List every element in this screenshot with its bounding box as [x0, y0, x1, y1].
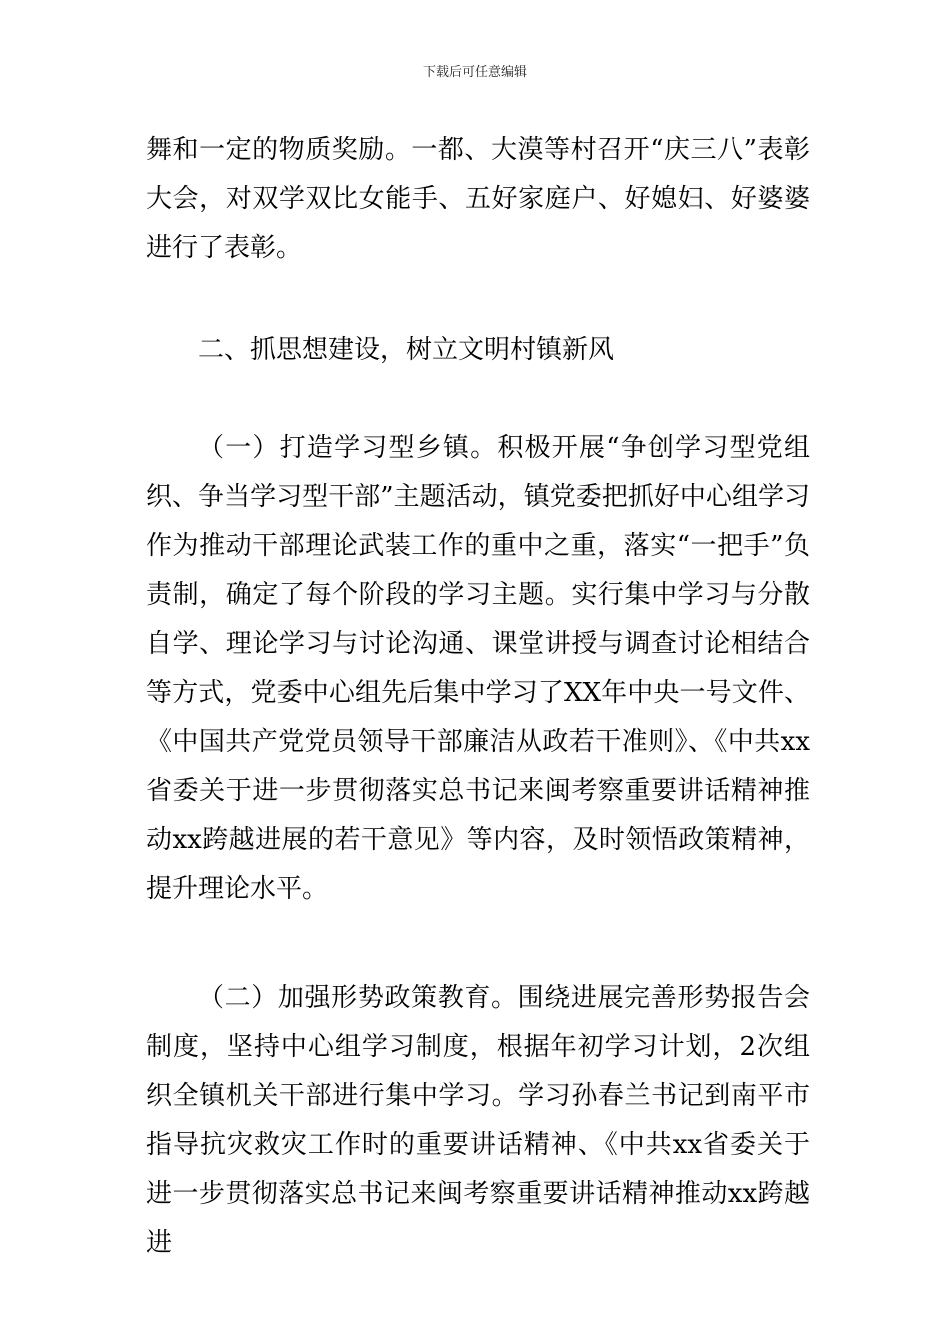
paragraph-learning-town: （一）打造学习型乡镇。积极开展“争创学习型党组织、争当学习型干部”主题活动，镇党委把抓好中心组学习作为推动干部理论武装工作的重中之重，落实“一把手”负责制，确定了每个阶段的学习主题。实行集中学习与分散自学、理论学习与讨论沟通、课堂讲授与调查讨论相结合等方式，党委中心组先后集中学习了XX年中央一号文件、《中国共产党党员领导干部廉洁从政若干准则》、《中共xx省委关于进一步贯彻落实总书记来闽考察重要讲话精神推动xx跨越进展的若干意见》等内容，及时领悟政策精神，提升理论水平。: [146, 433, 810, 904]
paragraph-policy-education: （二）加强形势政策教育。围绕进展完善形势报告会制度，坚持中心组学习制度，根据年初学习计划，2次组织全镇机关干部进行集中学习。学习孙春兰书记到南平市指导抗灾救灾工作时的重要讲话精神、《中共xx省委关于进一步贯彻落实总书记来闽考察重要讲话精神推动xx跨越进: [146, 983, 810, 1258]
paragraph-continuation: 舞和一定的物质奖励。一都、大漠等村召开“庆三八”表彰大会，对双学双比女能手、五好家庭户、好媳妇、好婆婆进行了表彰。: [146, 135, 810, 263]
page-header: 下载后可任意编辑: [422, 65, 527, 80]
section-heading: 二、抓思想建设，树立文明村镇新风: [198, 335, 615, 365]
